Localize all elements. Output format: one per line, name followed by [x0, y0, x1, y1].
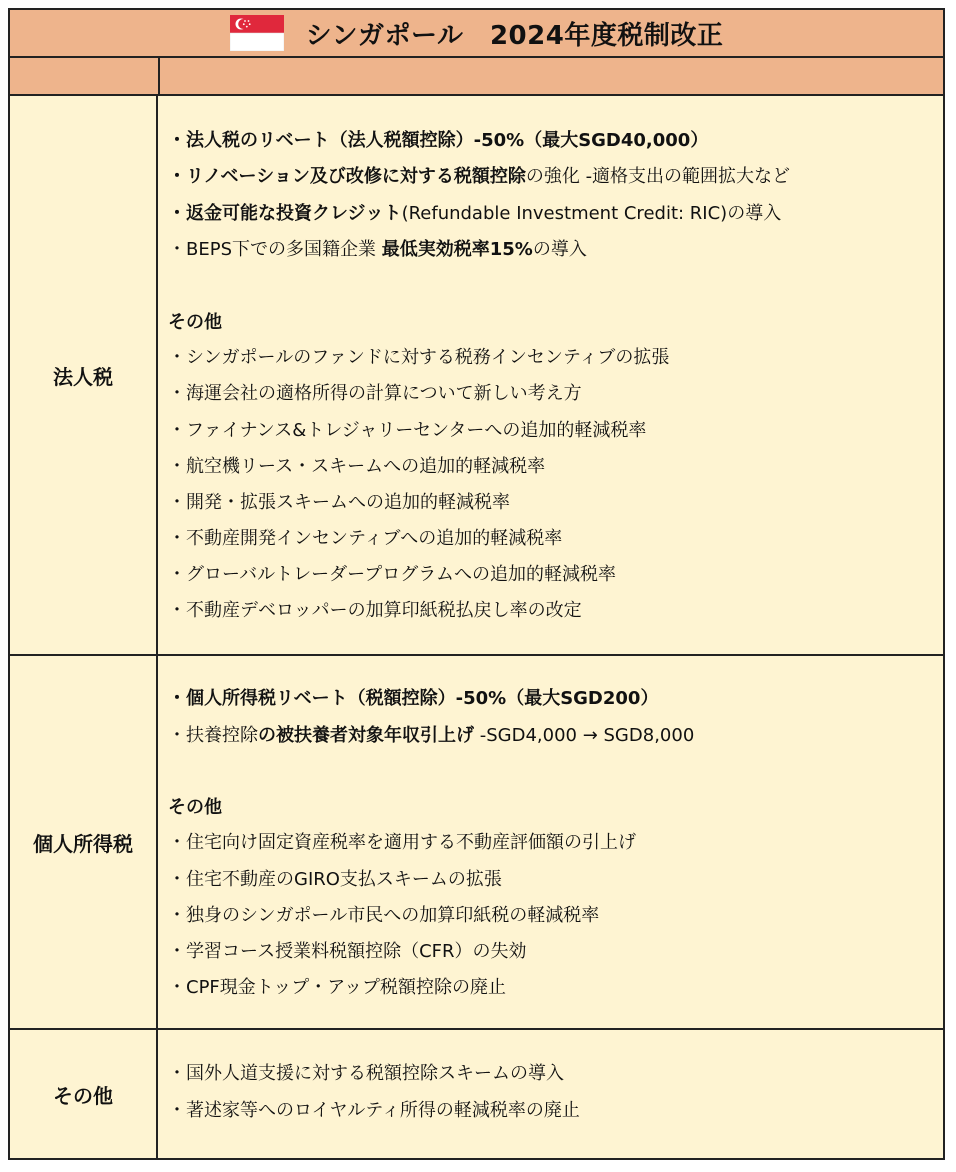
personal-other-item: ・住宅向け固定資産税率を適用する不動産評価額の引上げ — [168, 832, 636, 853]
corporate-other-item: ・海運会社の適格所得の計算について新しい考え方 — [168, 383, 582, 404]
corporate-line-4: ・BEPS下での多国籍企業 最低実効税率15%の導入 — [168, 239, 587, 260]
personal-line-1: ・個人所得税リベート（税額控除）-50%（最大SGD200） — [168, 688, 659, 709]
personal-other-item: ・独身のシンガポール市民への加算印紙税の軽減税率 — [168, 905, 600, 926]
singapore-flag-icon — [230, 15, 284, 51]
other-item: ・国外人道支援に対する税額控除スキームの導入 — [168, 1063, 564, 1084]
corporate-other-item: ・航空機リース・スキームへの追加的軽減税率 — [168, 456, 546, 477]
other-item: ・著述家等へのロイヤルティ所得の軽減税率の廃止 — [168, 1100, 580, 1121]
personal-other-item: ・学習コース授業料税額控除（CFR）の失効 — [168, 941, 527, 962]
tax-reform-table — [8, 8, 945, 1160]
personal-line-2: ・扶養控除の被扶養者対象年収引上げ -SGD4,000 → SGD8,000 — [168, 725, 695, 746]
personal-other-heading: その他 — [168, 797, 222, 818]
personal-other-item: ・CPF現金トップ・アップ税額控除の廃止 — [168, 977, 506, 998]
section-label-other: その他 — [10, 1030, 158, 1158]
corporate-other-item: ・開発・拡張スキームへの追加的軽減税率 — [168, 492, 510, 513]
personal-other-item: ・住宅不動産のGIRO支払スキームの拡張 — [168, 869, 502, 890]
section-other — [10, 1030, 943, 1158]
corporate-other-item: ・グローバルトレーダープログラムへの追加的軽減税率 — [168, 564, 617, 585]
corporate-other-heading: その他 — [168, 312, 222, 333]
section-body-other — [160, 1030, 943, 1158]
header-spacer-row — [10, 58, 943, 96]
corporate-other-item: ・ファイナンス&トレジャリーセンターへの追加的軽減税率 — [168, 420, 647, 441]
section-body-corporate — [160, 96, 943, 654]
section-corporate-tax — [10, 96, 943, 656]
corporate-other-item: ・不動産デベロッパーの加算印紙税払戻し率の改定 — [168, 600, 582, 621]
section-label-corporate: 法人税 — [10, 96, 158, 654]
section-personal-income-tax — [10, 656, 943, 1030]
corporate-other-item: ・不動産開発インセンティブへの追加的軽減税率 — [168, 528, 563, 549]
column-divider — [158, 58, 160, 94]
page-title: シンガポール 2024年度税制改正 — [305, 20, 724, 51]
corporate-line-3: ・返金可能な投資クレジット(Refundable Investment Credit: RIC)の導入 — [168, 203, 782, 224]
corporate-other-item: ・シンガポールのファンドに対する税務インセンティブの拡張 — [168, 347, 670, 368]
section-label-personal: 個人所得税 — [10, 656, 158, 1028]
corporate-line-2: ・リノベーション及び改修に対する税額控除の強化 -適格支出の範囲拡大など — [168, 166, 791, 187]
corporate-line-1: ・法人税のリベート（法人税額控除）-50%（最大SGD40,000） — [168, 130, 709, 151]
title-row — [10, 10, 943, 58]
section-body-personal — [160, 656, 943, 1028]
